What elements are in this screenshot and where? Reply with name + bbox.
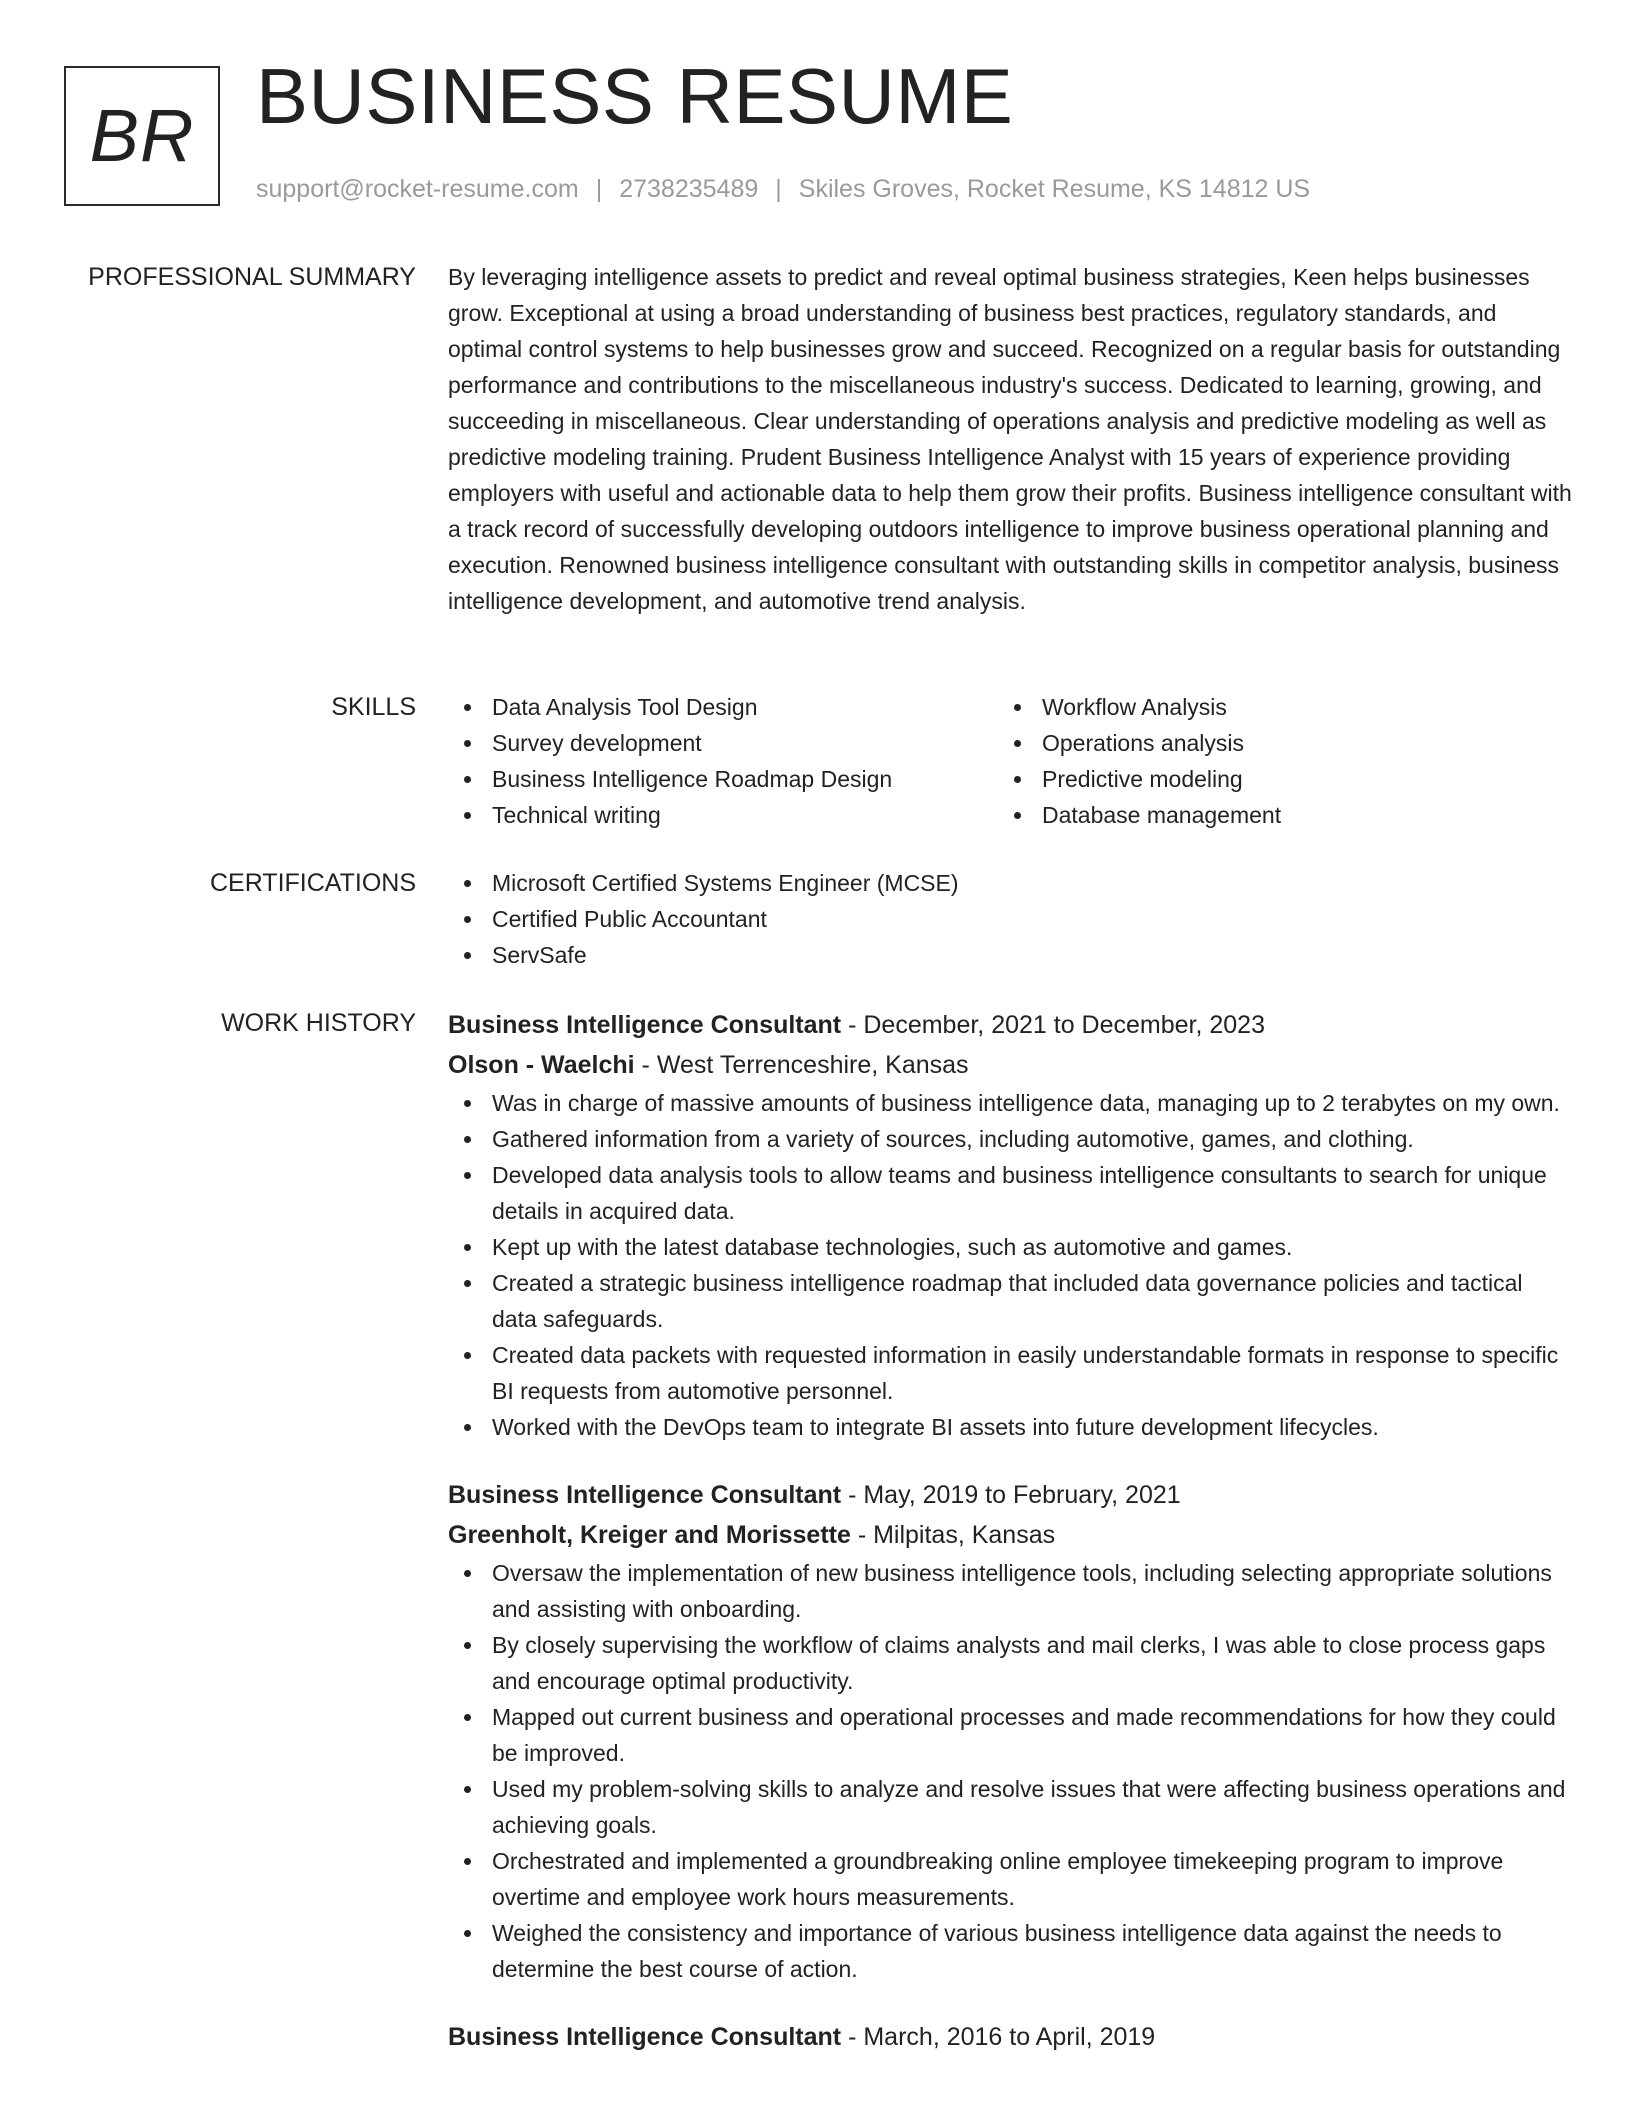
contact-line bbox=[256, 174, 1310, 204]
job-dates: - March, 2016 to April, 2019 bbox=[841, 2023, 1156, 2051]
resume-title: BUSINESS RESUME bbox=[256, 52, 1014, 140]
job-title: Business Intelligence Consultant bbox=[448, 1011, 842, 1039]
job-bullet: Developed data analysis tools to allow teams and business intelligence consultants to search for unique details in acquired data. bbox=[448, 1157, 1573, 1229]
skill-item: Data Analysis Tool Design bbox=[448, 689, 998, 725]
certifications-list bbox=[448, 865, 1573, 973]
job-dates: - December, 2021 to December, 2023 bbox=[841, 1011, 1265, 1039]
skills-list-left bbox=[448, 689, 998, 833]
skill-item: Database management bbox=[998, 797, 1548, 833]
job-bullet: Worked with the DevOps team to integrate BI assets into future development lifecycles. bbox=[448, 1409, 1573, 1445]
job-location: - Milpitas, Kansas bbox=[850, 1521, 1056, 1549]
skill-item: Workflow Analysis bbox=[998, 689, 1548, 725]
job-title: Business Intelligence Consultant bbox=[448, 1481, 842, 1509]
job-bullet: By closely supervising the workflow of claims analysts and mail clerks, I was able to close process gaps and encourage optimal productivity. bbox=[448, 1627, 1573, 1699]
job-dates: - May, 2019 to February, 2021 bbox=[841, 1481, 1181, 1509]
job-bullet: Was in charge of massive amounts of business intelligence data, managing up to 2 terabytes on my own. bbox=[448, 1085, 1573, 1121]
job-bullet: Kept up with the latest database technologies, such as automotive and games. bbox=[448, 1229, 1573, 1265]
skills-body bbox=[448, 689, 1573, 833]
job-company: Olson - Waelchi bbox=[448, 1051, 635, 1079]
job-title-line bbox=[448, 1005, 1573, 1045]
job-bullet: Weighed the consistency and importance of various business intelligence data against the needs to determine the best course of action. bbox=[448, 1915, 1573, 1987]
certification-item: Microsoft Certified Systems Engineer (MCSE) bbox=[448, 865, 1573, 901]
section-label-summary: PROFESSIONAL SUMMARY bbox=[88, 263, 416, 291]
section-label-work-history: WORK HISTORY bbox=[221, 1009, 416, 1037]
summary-text: By leveraging intelligence assets to predict and reveal optimal business strategies, Keen helps businesses grow. Exceptional at using a broad understanding of business best practices, regulatory standards, and optimal control systems to help businesses grow and succeed. Recognized on a regular basis for outstanding performance and contributions to the miscellaneous industry's success. Dedicated to learning, growing, and succeeding in miscellaneous. Clear understanding of operations analysis and predictive modeling as well as predictive modeling training. Prudent Business Intelligence Analyst with 15 years of experience providing employers with useful and actionable data to help them grow their profits. Business intelligence consultant with a track record of successfully developing outdoors intelligence to improve business operational planning and execution. Renowned business intelligence consultant with outstanding skills in competitor analysis, business intelligence development, and automotive trend analysis. bbox=[448, 264, 1572, 614]
skill-item: Predictive modeling bbox=[998, 761, 1548, 797]
certifications-body bbox=[448, 865, 1573, 973]
job-bullet: Mapped out current business and operational processes and made recommendations for how they could be improved. bbox=[448, 1699, 1573, 1771]
skill-item: Survey development bbox=[448, 725, 998, 761]
summary-body bbox=[448, 259, 1573, 619]
job-bullet: Used my problem-solving skills to analyze and resolve issues that were affecting business operations and achieving goals. bbox=[448, 1771, 1573, 1843]
skill-item: Technical writing bbox=[448, 797, 998, 833]
job-title: Business Intelligence Consultant bbox=[448, 2023, 842, 2051]
job-bullets bbox=[448, 1085, 1573, 1445]
job-bullet: Gathered information from a variety of sources, including automotive, games, and clothing. bbox=[448, 1121, 1573, 1157]
job-entry bbox=[448, 1475, 1573, 1987]
job-entry bbox=[448, 1005, 1573, 1445]
job-bullet: Created data packets with requested information in easily understandable formats in response to specific BI requests from automotive personnel. bbox=[448, 1337, 1573, 1409]
contact-email[interactable]: support@rocket-resume.com bbox=[256, 175, 579, 203]
job-title-line bbox=[448, 2017, 1573, 2057]
section-label-certifications: CERTIFICATIONS bbox=[209, 869, 416, 897]
skills-grid bbox=[448, 689, 1573, 833]
contact-address: Skiles Groves, Rocket Resume, KS 14812 US bbox=[798, 175, 1311, 203]
contact-phone[interactable]: 2738235489 bbox=[619, 175, 759, 203]
certification-item: ServSafe bbox=[448, 937, 1573, 973]
monogram-box bbox=[64, 66, 220, 206]
skill-item: Operations analysis bbox=[998, 725, 1548, 761]
skills-list-right bbox=[998, 689, 1548, 833]
job-entry bbox=[448, 2017, 1573, 2057]
job-bullet: Created a strategic business intelligence roadmap that included data governance policies and tactical data safeguards. bbox=[448, 1265, 1573, 1337]
job-company-line bbox=[448, 1045, 1573, 1085]
monogram-initials: BR bbox=[89, 94, 195, 177]
job-bullets bbox=[448, 1555, 1573, 1987]
job-bullet: Oversaw the implementation of new business intelligence tools, including selecting appropriate solutions and assisting with onboarding. bbox=[448, 1555, 1573, 1627]
certification-item: Certified Public Accountant bbox=[448, 901, 1573, 937]
job-company: Greenholt, Kreiger and Morissette bbox=[448, 1521, 851, 1549]
job-title-line bbox=[448, 1475, 1573, 1515]
job-location: - West Terrenceshire, Kansas bbox=[634, 1051, 969, 1079]
job-bullet: Orchestrated and implemented a groundbreaking online employee timekeeping program to improve overtime and employee work hours measurements. bbox=[448, 1843, 1573, 1915]
contact-separator: | bbox=[775, 175, 782, 203]
skill-item: Business Intelligence Roadmap Design bbox=[448, 761, 998, 797]
section-label-skills: SKILLS bbox=[331, 693, 416, 721]
work-history-body bbox=[448, 1005, 1573, 2087]
contact-separator: | bbox=[595, 175, 603, 203]
job-company-line bbox=[448, 1515, 1573, 1555]
